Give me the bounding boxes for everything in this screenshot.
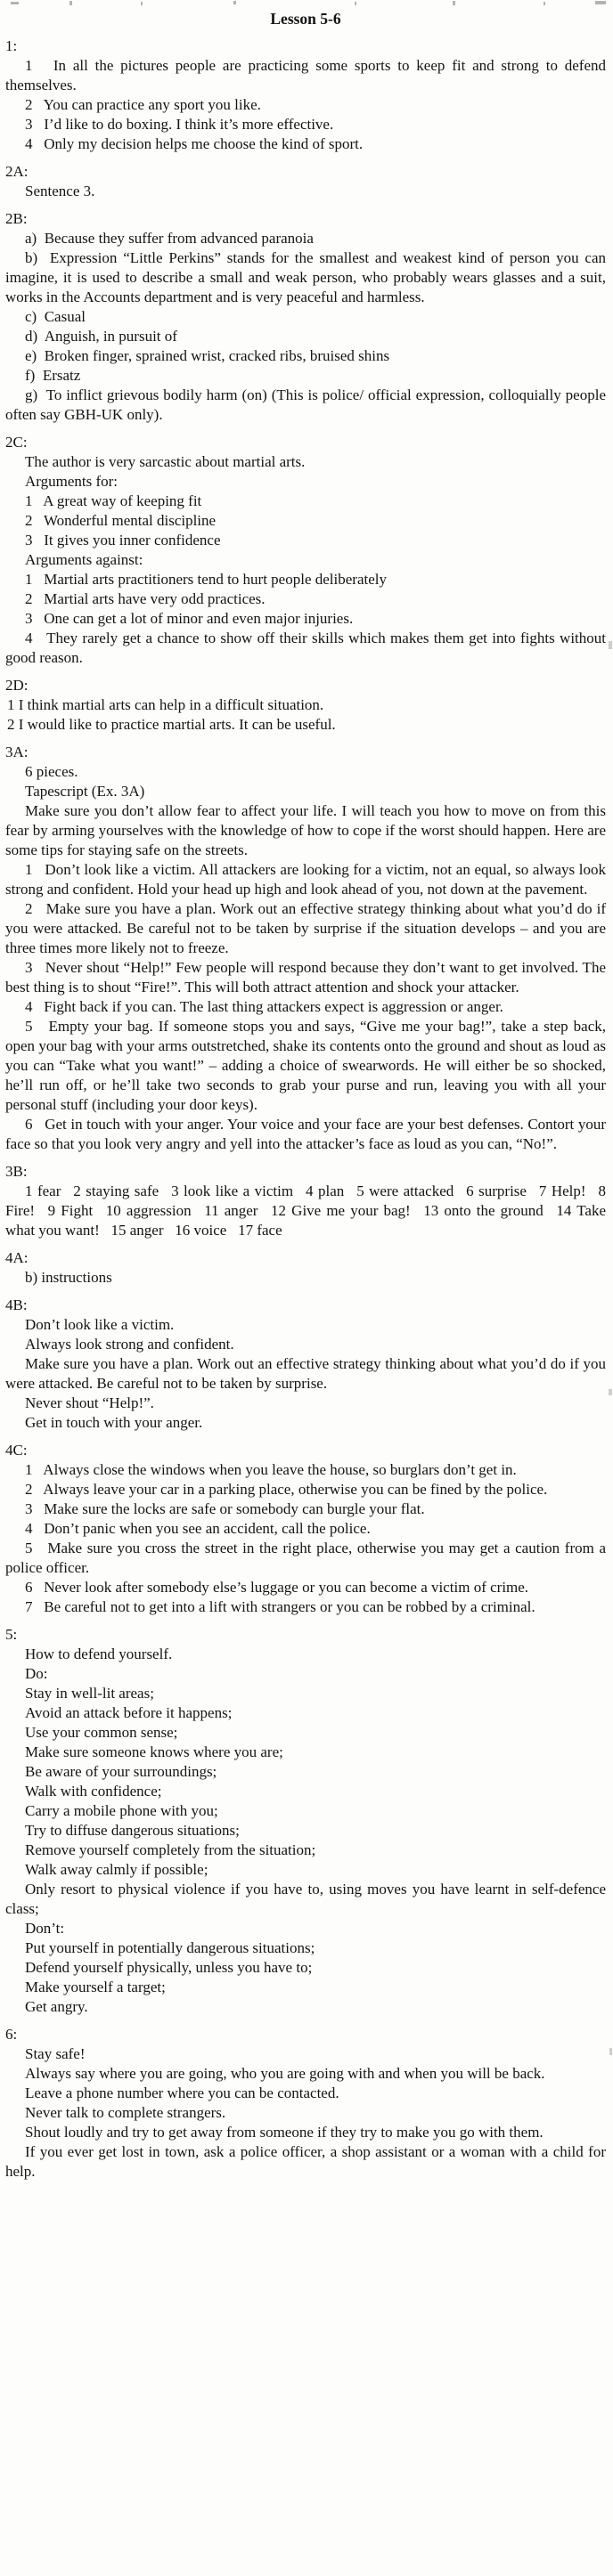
scan-artifact: [233, 1, 236, 4]
paragraph: 1 A great way of keeping fit: [25, 492, 202, 509]
paragraph: Avoid an attack before it happens;: [25, 1704, 233, 1721]
paragraph: Make sure you don’t allow fear to affect your life. I will teach you how to move on from this fear by arming yourselves with the knowledge of how to cope if the worst should happen. Here are some tips for staying safe on the streets.: [5, 802, 606, 858]
section-4c: [5, 1441, 606, 1617]
paragraph: 4 Don’t panic when you see an accident, call the police.: [25, 1520, 371, 1537]
section-2a: [5, 162, 606, 201]
section-4b: [5, 1296, 606, 1433]
section-label: 3A:: [5, 744, 29, 760]
section-label: 4B:: [5, 1296, 28, 1313]
paragraph: If you ever get lost in town, ask a police officer, a shop assistant or a woman with a child for help.: [5, 2143, 606, 2180]
paragraph: 1 I think martial arts can help in a difficult situation.: [7, 696, 324, 713]
paragraph: Tapescript (Ex. 3A): [25, 783, 145, 800]
page-title: Lesson 5-6: [270, 10, 341, 28]
paragraph: 2 You can practice any sport you like.: [25, 96, 261, 113]
section-label: 1:: [5, 37, 18, 54]
paragraph: 1 fear 2 staying safe 3 look like a victim 4 plan 5 were attacked 6 surprise 7 Help! 8 Fire! 9 Fight 10 aggression 11 anger 12 Give me your bag! 13 onto the ground 14 Take what you want! 15 anger 16 voice 17 face: [5, 1182, 606, 1239]
paragraph: Defend yourself physically, unless you have to;: [25, 1959, 313, 1976]
paragraph: 6 pieces.: [25, 763, 78, 780]
paragraph: 7 Be careful not to get into a lift with strangers or you can be robbed by a criminal.: [25, 1598, 535, 1615]
paragraph: 1 Don’t look like a victim. All attackers are looking for a victim, not an equal, so always look strong and confident. Hold your head up high and look ahead of you, not down at the pavement.: [5, 861, 606, 898]
paragraph: 1 Always close the windows when you leave the house, so burglars don’t get in.: [25, 1461, 517, 1478]
paragraph: 6 Never look after somebody else’s luggage or you can become a victim of crime.: [25, 1579, 529, 1596]
paragraph: Try to diffuse dangerous situations;: [25, 1822, 240, 1839]
scan-artifact: [609, 2048, 612, 2055]
paragraph: Get angry.: [25, 1998, 88, 2015]
paragraph: Make sure you have a plan. Work out an effective strategy thinking about what you’d do if you were attacked. Be careful not to be taken by surprise.: [5, 1355, 606, 1392]
paragraph: 3 It gives you inner confidence: [25, 532, 221, 549]
paragraph: f) Ersatz: [25, 367, 81, 384]
section-label: 4C:: [5, 1442, 28, 1459]
paragraph: 2 Make sure you have a plan. Work out an effective strategy thinking about what you’d do if you were attacked. Be careful not to be taken by surprise if the situation develops – and you are three times more likely not to freeze.: [5, 900, 606, 956]
paragraph: Do:: [25, 1665, 48, 1682]
paragraph: How to defend yourself.: [25, 1646, 173, 1662]
paragraph: Always look strong and confident.: [25, 1336, 234, 1353]
section-5: [5, 1625, 606, 2017]
paragraph: 3 Make sure the locks are safe or somebody can burgle your flat.: [25, 1500, 425, 1517]
document-sections: [5, 37, 606, 2182]
paragraph: Arguments against:: [25, 551, 143, 568]
paragraph: 4 They rarely get a chance to show off their skills which makes them get into fights without good reason.: [5, 630, 606, 666]
paragraph: Use your common sense;: [25, 1724, 178, 1741]
paragraph: 4 Fight back if you can. The last thing attackers expect is aggression or anger.: [25, 998, 503, 1015]
section-label: 2A:: [5, 163, 29, 180]
section-1: [5, 37, 606, 154]
paragraph: The author is very sarcastic about martial arts.: [25, 453, 306, 470]
paragraph: 4 Only my decision helps me choose the kind of sport.: [25, 135, 364, 152]
paragraph: Leave a phone number where you can be contacted.: [25, 2084, 339, 2101]
paragraph: Carry a mobile phone with you;: [25, 1802, 218, 1819]
section-label: 2B:: [5, 210, 28, 227]
paragraph: Remove yourself completely from the situation;: [25, 1841, 316, 1858]
scan-artifact: [609, 641, 612, 649]
paragraph: Be aware of your surroundings;: [25, 1763, 217, 1780]
paragraph: d) Anguish, in pursuit of: [25, 328, 177, 345]
paragraph: 1 Martial arts practitioners tend to hurt people deliberately: [25, 571, 387, 588]
scan-artifact: [595, 1, 606, 4]
paragraph: a) Because they suffer from advanced paranoia: [25, 230, 314, 247]
section-label: 2C:: [5, 434, 28, 451]
section-label: 3B:: [5, 1163, 28, 1180]
paragraph: Sentence 3.: [25, 183, 95, 199]
paragraph: Never shout “Help!”.: [25, 1394, 154, 1411]
paragraph: 2 Always leave your car in a parking place, otherwise you can be fined by the police.: [25, 1481, 548, 1498]
scan-artifact: [11, 2, 19, 4]
paragraph: 5 Empty your bag. If someone stops you and says, “Give me your bag!”, take a step back, open your bag with your arms outstretched, shake its contents onto the ground and shout as loud as you can “Take what you want!” – adding a choice of swearwords. He will either be so shocked, he’ll run off, or he’ll take two seconds to grab your purse and run, leaving you with all your personal stuff (including your door keys).: [5, 1018, 606, 1113]
paragraph: Always say where you are going, who you are going with and when you will be back.: [25, 2065, 545, 2082]
paragraph: Put yourself in potentially dangerous situations;: [25, 1939, 315, 1956]
paragraph: 1 In all the pictures people are practicing some sports to keep fit and strong to defend themselves.: [5, 57, 606, 93]
paragraph: Never talk to complete strangers.: [25, 2104, 226, 2121]
paragraph: Walk with confidence;: [25, 1783, 162, 1800]
paragraph: 3 Never shout “Help!” Few people will respond because they don’t want to get involved. The best thing is to shout “Fire!”. This will both attract attention and shock your attacker.: [5, 959, 606, 995]
paragraph: e) Broken finger, sprained wrist, cracked ribs, bruised shins: [25, 347, 390, 364]
paragraph: Get in touch with your anger.: [25, 1414, 203, 1431]
paragraph: Don’t look like a victim.: [25, 1316, 175, 1333]
paragraph: Stay safe!: [25, 2045, 86, 2062]
section-label: 2D:: [5, 677, 29, 694]
section-6: [5, 2025, 606, 2182]
section-label: 6:: [5, 2026, 18, 2043]
paragraph: Walk away calmly if possible;: [25, 1861, 208, 1878]
paragraph: c) Casual: [25, 308, 86, 325]
section-3b: [5, 1162, 606, 1240]
section-label: 4A:: [5, 1249, 29, 1266]
paragraph: Shout loudly and try to get away from someone if they try to make you go with them.: [25, 2124, 544, 2141]
scan-artifact: [141, 2, 143, 5]
paragraph: b) instructions: [25, 1269, 112, 1286]
section-4a: [5, 1248, 606, 1288]
section-2c: [5, 433, 606, 668]
paragraph: b) Expression “Little Perkins” stands for the smallest and weakest kind of person you can imagine, it is used to describe a small and weak person, who probably wears glasses and a suit, works in the Accounts department and is very peaceful and harmless.: [5, 249, 606, 305]
scan-artifact: [453, 1, 455, 5]
paragraph: 2 Wonderful mental discipline: [25, 512, 217, 529]
paragraph: 5 Make sure you cross the street in the right place, otherwise you may get a caution from a police officer.: [5, 1540, 606, 1576]
scan-artifact: [544, 2, 545, 5]
paragraph: 3 One can get a lot of minor and even major injuries.: [25, 610, 354, 627]
section-3a: [5, 743, 606, 1154]
paragraph: Don’t:: [25, 1920, 65, 1937]
paragraph: Only resort to physical violence if you have to, using moves you have learnt in self-defence class;: [5, 1881, 606, 1917]
paragraph: Make yourself a target;: [25, 1979, 166, 1995]
paragraph: 2 I would like to practice martial arts. It can be useful.: [7, 716, 336, 733]
paragraph: 6 Get in touch with your anger. Your voice and your face are your best defenses. Contort your face so that you look very angry and yell into the attacker’s face as loud as you can, “No!”.: [5, 1116, 606, 1152]
paragraph: g) To inflict grievous bodily harm (on) (This is police/ official expression, colloquially people often say GBH-UK only).: [5, 386, 606, 423]
section-2d: [5, 676, 606, 735]
scan-artifact: [609, 1389, 612, 1395]
paragraph: Stay in well-lit areas;: [25, 1685, 154, 1702]
scan-artifact: [69, 1, 72, 5]
scan-artifact: [355, 2, 356, 5]
paragraph: Arguments for:: [25, 473, 119, 490]
section-label: 5:: [5, 1626, 18, 1643]
paragraph: 3 I’d like to do boxing. I think it’s more effective.: [25, 116, 334, 133]
section-2b: [5, 209, 606, 425]
paragraph: Make sure someone knows where you are;: [25, 1743, 283, 1760]
paragraph: 2 Martial arts have very odd practices.: [25, 590, 266, 607]
